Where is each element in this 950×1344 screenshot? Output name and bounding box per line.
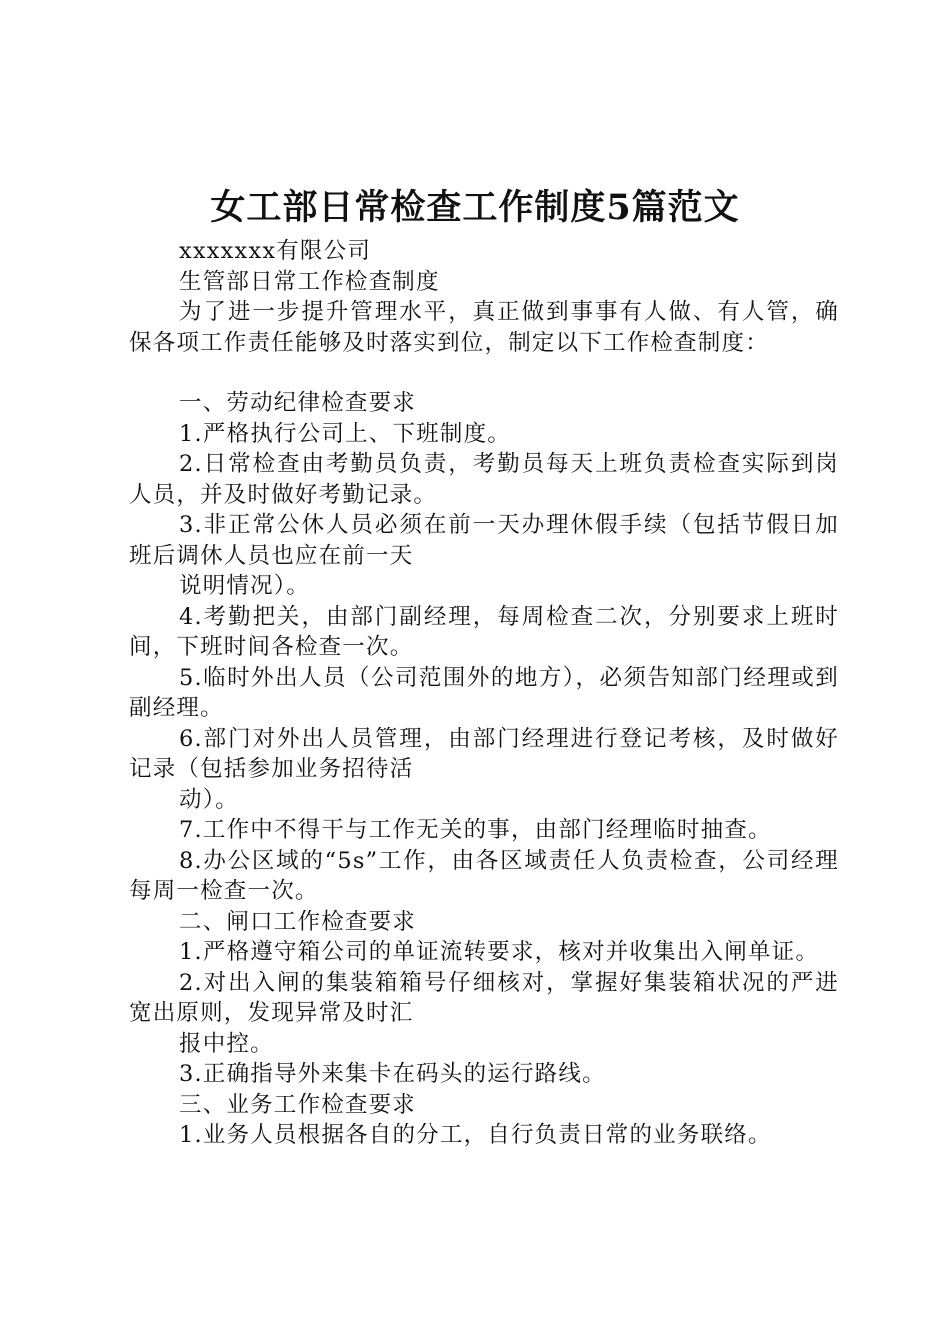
list-item: 1.业务人员根据各自的分工，自行负责日常的业务联络。 xyxy=(179,1122,772,1148)
document-body xyxy=(129,236,839,1151)
list-item: 1.严格遵守箱公司的单证流转要求，核对并收集出入闸单证。 xyxy=(179,939,820,965)
section-heading: 二、闸口工作检查要求 xyxy=(179,908,417,935)
list-item-continuation: 动）。 xyxy=(179,786,239,813)
document-title: 女工部日常检查工作制度5篇范文 xyxy=(210,187,740,228)
list-item: 5.临时外出人员（公司范围外的地方），必须告知部门经理或到副经理。 xyxy=(129,664,839,721)
section-heading: 一、劳动纪律检查要求 xyxy=(179,390,417,416)
list-item-continuation: 报中控。 xyxy=(179,1030,274,1057)
section-heading: 三、业务工作检查要求 xyxy=(179,1091,417,1118)
subtitle: 生管部日常工作检查制度 xyxy=(179,268,440,295)
list-item: 1.严格执行公司上、下班制度。 xyxy=(179,420,511,447)
list-item: 4.考勤把关，由部门副经理，每周检查二次，分别要求上班时间，下班时间各检查一次。 xyxy=(129,603,839,660)
list-item: 7.工作中不得干与工作无关的事，由部门经理临时抽查。 xyxy=(179,817,772,843)
list-item: 6.部门对外出人员管理，由部门经理进行登记考核，及时做好记录（包括参加业务招待活 xyxy=(129,725,839,782)
list-item: 3.正确指导外来集卡在码头的运行路线。 xyxy=(179,1061,606,1087)
list-item: 2.日常检查由考勤员负责，考勤员每天上班负责检查实际到岗人员，并及时做好考勤记录。 xyxy=(129,451,839,508)
list-item: 8.办公区域的“5s”工作，由各区域责任人负责检查，公司经理每周一检查一次。 xyxy=(129,847,839,904)
list-item-continuation: 说明情况）。 xyxy=(179,573,310,599)
list-item: 2.对出入闸的集装箱箱号仔细核对，掌握好集装箱状况的严进宽出原则，发现异常及时汇 xyxy=(129,969,839,1026)
intro-paragraph: 为了进一步提升管理水平，真正做到事事有人做、有人管，确保各项工作责任能够及时落实到位，制定以下工作检查制度： xyxy=(129,299,839,356)
company-name: xxxxxxx有限公司 xyxy=(179,238,372,264)
list-item: 3.非正常公休人员必须在前一天办理休假手续（包括节假日加班后调休人员也应在前一天 xyxy=(129,512,839,569)
